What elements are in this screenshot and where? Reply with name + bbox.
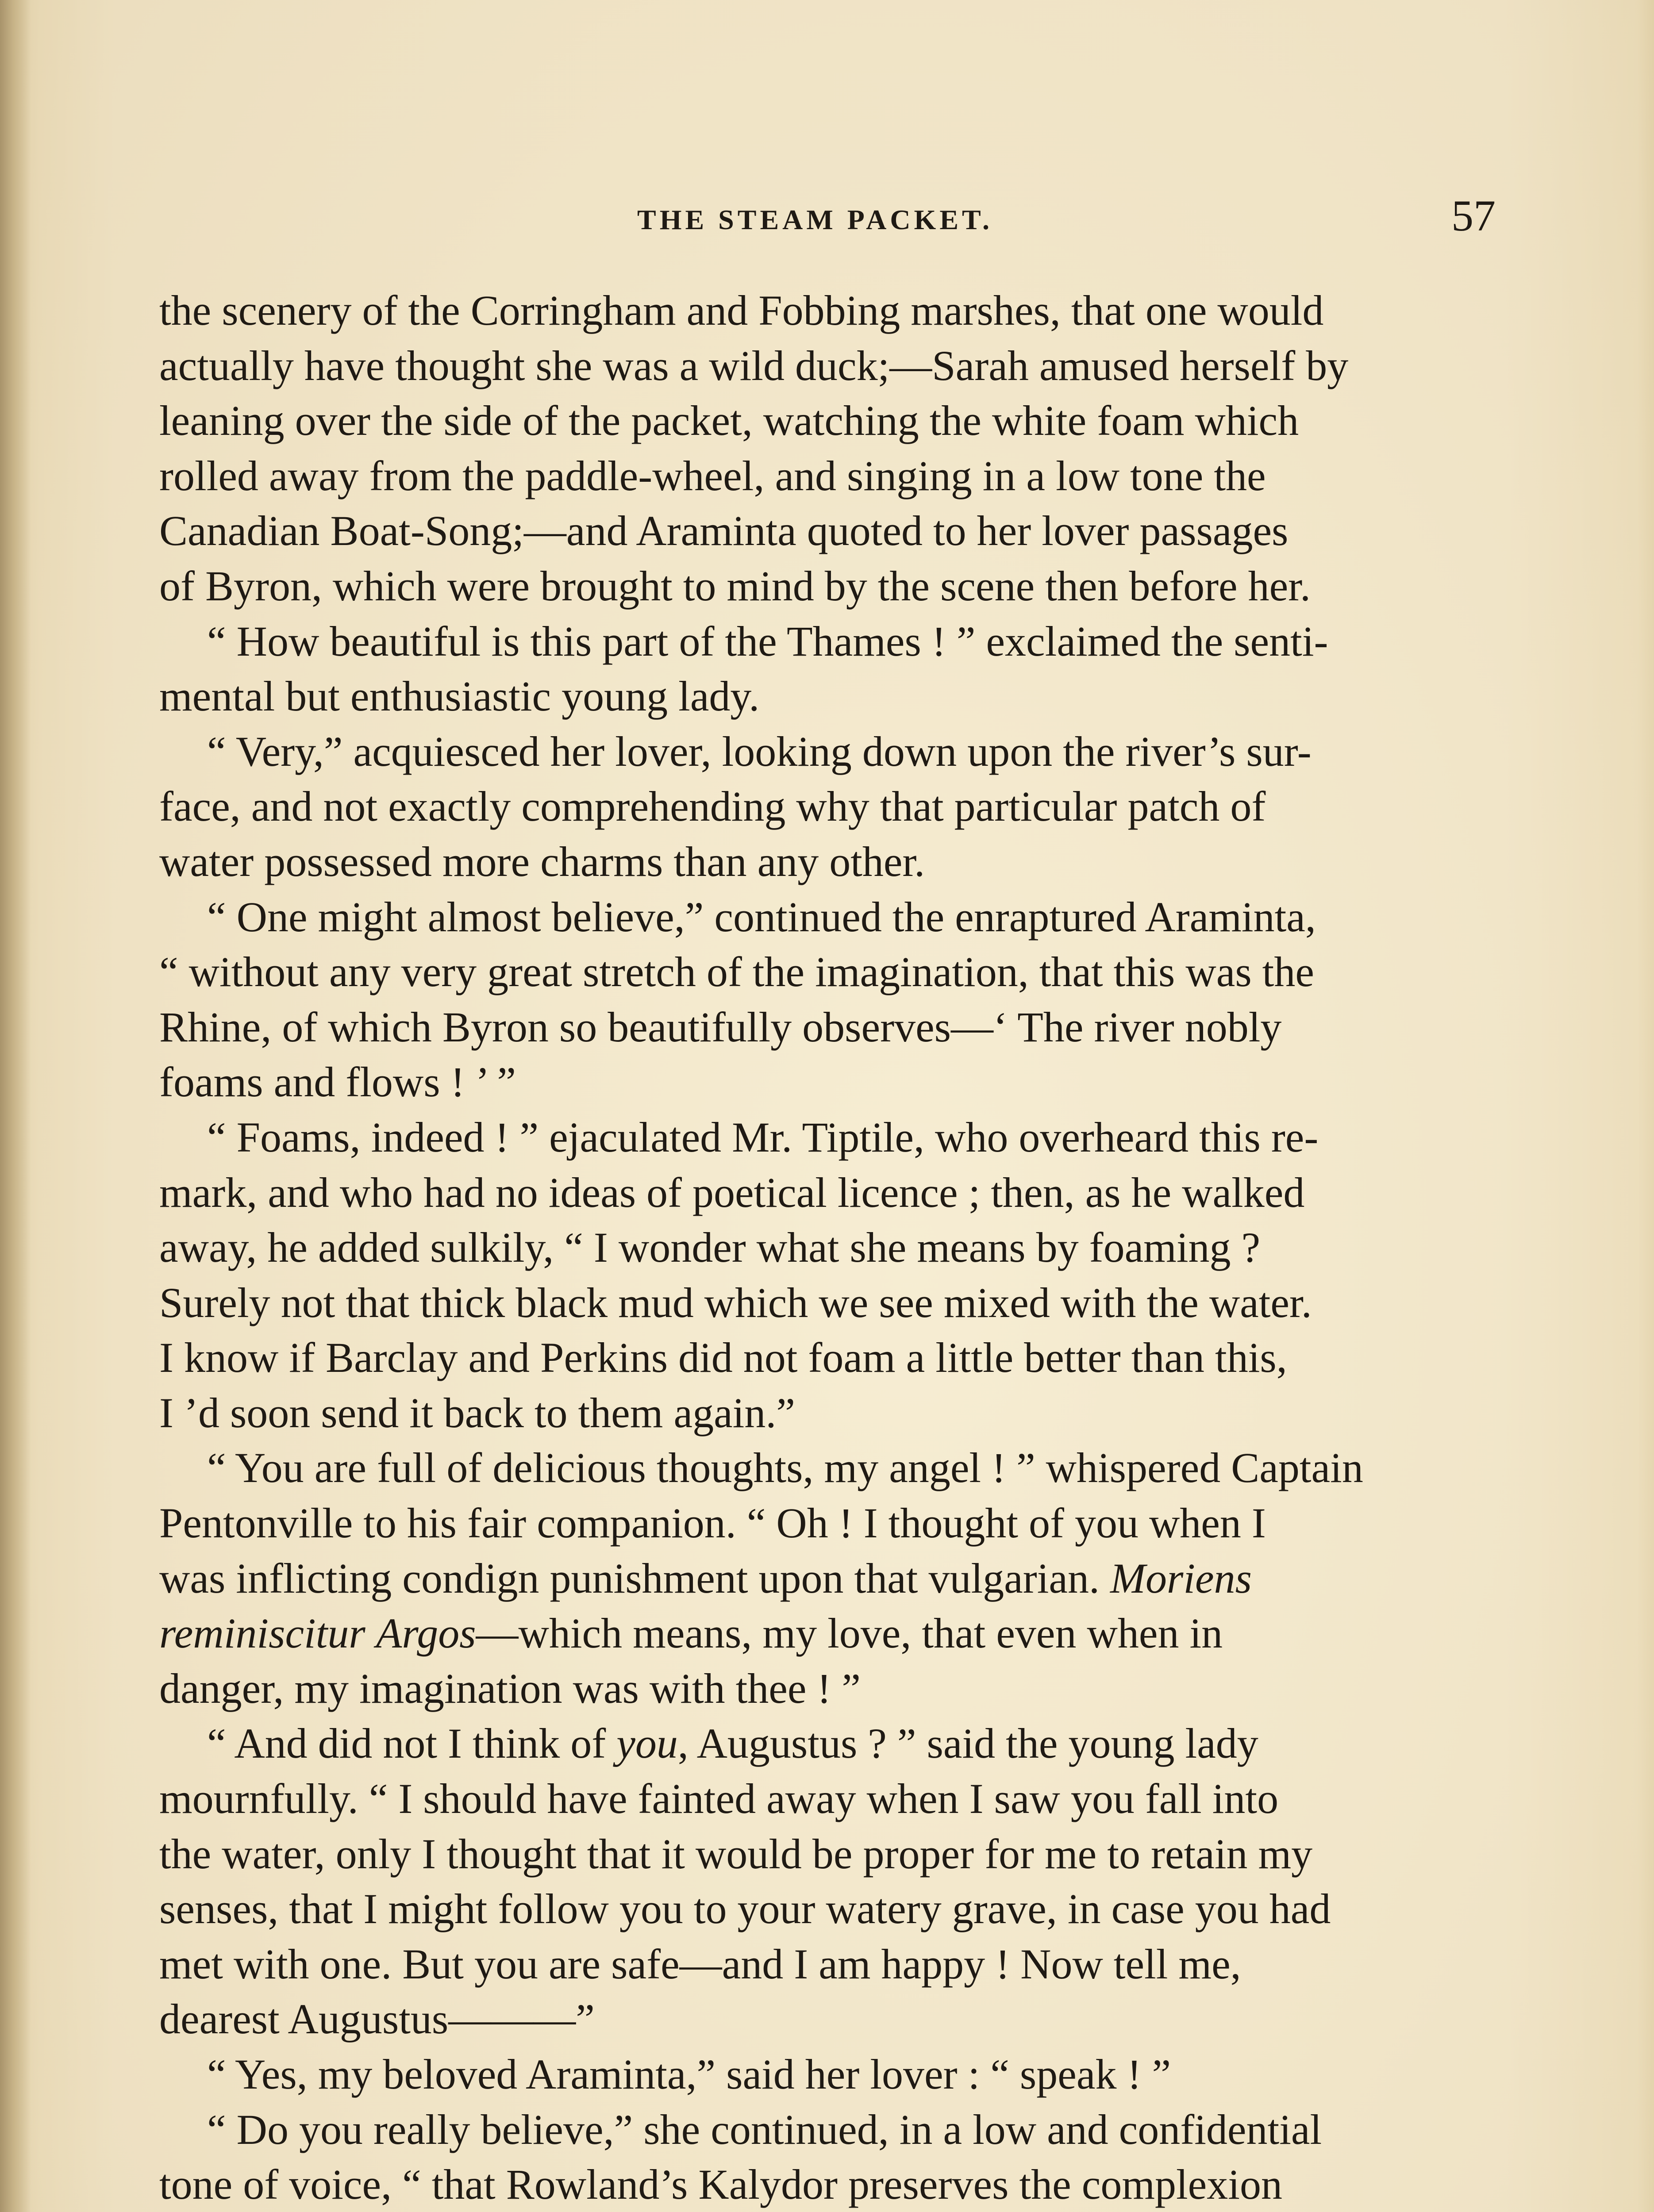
text-segment: “ And did not I think of [207, 1720, 606, 1767]
italic-latin: Moriens [1110, 1554, 1252, 1602]
running-head: THE STEAM PACKET. [637, 204, 993, 235]
page-number: 57 [1451, 191, 1496, 240]
text-line: “ You are full of delicious thoughts, my angel ! ” whispered Captain [207, 1444, 1363, 1492]
text-line: away, he added sulkily, “ I wonder what she means by foaming ? [159, 1224, 1261, 1271]
page-spine-shadow [0, 0, 31, 2212]
text-line: “ How beautiful is this part of the Thames ! ” exclaimed the senti- [207, 617, 1328, 665]
text-line: rolled away from the paddle-wheel, and singing in a low tone the [159, 452, 1266, 499]
text-line: senses, that I might follow you to your watery grave, in case you had [159, 1885, 1331, 1933]
text-line: actually have thought she was a wild duck;—Sarah amused herself by [159, 342, 1349, 389]
text-line: I ’d soon send it back to them again.” [159, 1389, 795, 1436]
text-line: the water, only I thought that it would be proper for me to retain my [159, 1830, 1313, 1878]
text-line: foams and flows ! ’ ” [159, 1058, 516, 1106]
text-line: danger, my imagination was with thee ! ” [159, 1664, 861, 1712]
text-segment: was inflicting condign punishment upon that vulgarian. [159, 1554, 1100, 1602]
text-line: Pentonville to his fair companion. “ Oh ! I thought of you when I [159, 1499, 1266, 1547]
italic-latin: Argos [376, 1609, 476, 1657]
text-line: “ without any very great stretch of the imagination, that this was the [159, 948, 1314, 996]
paragraph [159, 1440, 1509, 1716]
text-line: “ Do you really believe,” she continued, in a low and confidential [207, 2105, 1322, 2153]
text-line: the scenery of the Corringham and Fobbing marshes, that one would [159, 287, 1324, 334]
text-line [159, 1551, 1509, 1606]
text-line: I know if Barclay and Perkins did not foam a little better than this, [159, 1334, 1287, 1382]
text-line: “ Yes, my beloved Araminta,” said her lover : “ speak ! ” [207, 2051, 1171, 2098]
text-line: mournfully. “ I should have fainted away when I saw you fall into [159, 1775, 1279, 1823]
text-line: face, and not exactly comprehending why that particular patch of [159, 783, 1266, 830]
text-line: Canadian Boat-Song;—and Araminta quoted to her lover passages [159, 507, 1289, 555]
text-line: met with one. But you are safe—and I am happy ! Now tell me, [159, 1940, 1241, 1988]
body-text [159, 283, 1509, 2212]
italic-latin: reminiscitur [159, 1609, 365, 1657]
italic-word: you [616, 1720, 678, 1767]
paragraph [159, 1716, 1509, 2047]
paragraph [159, 890, 1509, 1110]
text-line: Rhine, of which Byron so beautifully observes—‘ The river nobly [159, 1003, 1282, 1051]
text-line: of Byron, which were brought to mind by the scene then before her. [159, 562, 1311, 610]
paragraph [159, 2047, 1509, 2102]
text-line: dearest Augustus———” [159, 1995, 595, 2043]
text-line: mental but enthusiastic young lady. [159, 672, 760, 720]
text-line: leaning over the side of the packet, watching the white foam which [159, 397, 1299, 445]
text-line: tone of voice, “ that Rowland’s Kalydor preserves the complexion [159, 2161, 1282, 2208]
text-line: “ Foams, indeed ! ” ejaculated Mr. Tiptile, who overheard this re- [207, 1113, 1319, 1161]
text-line: “ One might almost believe,” continued the enraptured Araminta, [207, 893, 1316, 941]
paragraph [159, 724, 1509, 890]
paragraph [159, 283, 1509, 614]
text-segment: , Augustus ? ” said the young lady [677, 1720, 1258, 1767]
text-line [159, 1606, 1509, 1661]
text-line: mark, and who had no ideas of poetical licence ; then, as he walked [159, 1168, 1305, 1216]
page-header [159, 190, 1496, 257]
text-line [159, 1716, 1509, 1771]
paragraph [159, 1110, 1509, 1441]
text-line: “ Very,” acquiesced her lover, looking down upon the river’s sur- [207, 727, 1312, 775]
paragraph [159, 614, 1509, 724]
text-segment: —which means, my love, that even when in [476, 1609, 1223, 1657]
text-line: water possessed more charms than any other. [159, 837, 925, 885]
paragraph [159, 2102, 1509, 2212]
text-line: Surely not that thick black mud which we see mixed with the water. [159, 1279, 1312, 1326]
